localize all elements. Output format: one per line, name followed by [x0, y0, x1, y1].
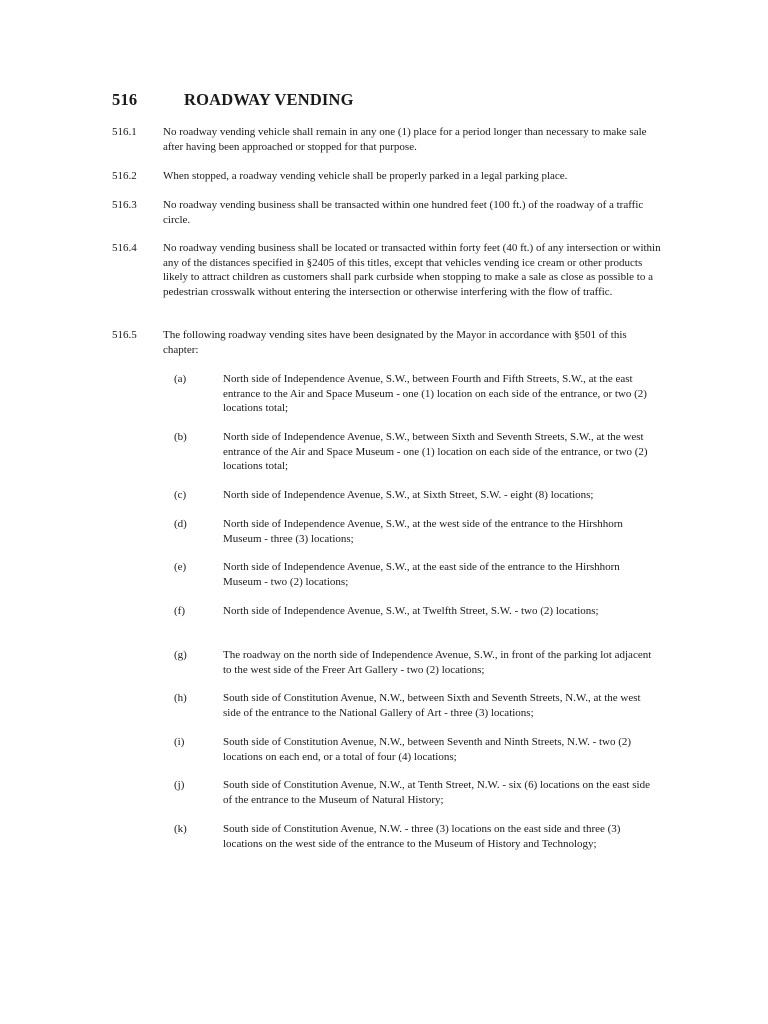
site-item-label: (b) — [174, 431, 187, 443]
site-item-text: North side of Independence Avenue, S.W., at the west side of the entrance to the Hirshhorn Museum - three (3) locations; — [223, 518, 623, 545]
subsection-number: 516.2 — [112, 170, 137, 182]
site-item-text: South side of Constitution Avenue, N.W., between Seventh and Ninth Streets, N.W. - two (2) locations on each end, or a total of four (4) locations; — [223, 736, 632, 763]
site-item-label: (a) — [174, 373, 187, 385]
subsection-text: No roadway vending business shall be transacted within one hundred feet (100 ft.) of the roadway of a traffic circle. — [163, 199, 644, 226]
site-item-label: (f) — [174, 605, 185, 617]
subsection-text: When stopped, a roadway vending vehicle shall be properly parked in a legal parking place. — [163, 170, 568, 182]
site-item-label: (j) — [174, 779, 185, 791]
site-item-text: South side of Constitution Avenue, N.W., between Sixth and Seventh Streets, N.W., at the west side of the entrance to the National Gallery of Art - three (3) locations; — [223, 692, 641, 719]
subsection-number: 516.1 — [112, 126, 137, 138]
subsection-text: No roadway vending business shall be located or transacted within forty feet (40 ft.) of any intersection or within any of the distances specified in §2405 of this titles, except that vehicles vending ice cream or other products likely to attract children as customers shall park curbside when stopping to make a sale as close as possible to a pedestrian crosswalk without entering the intersection or otherwise interfering with the flow of traffic. — [163, 242, 661, 298]
subsection-text: No roadway vending vehicle shall remain in any one (1) place for a period longer than necessary to make sale after having been approached or stopped for that purpose. — [163, 126, 647, 153]
site-item-text: North side of Independence Avenue, S.W., at Sixth Street, S.W. - eight (8) locations; — [223, 489, 594, 501]
subsection-number: 516.3 — [112, 199, 137, 211]
heading-title: ROADWAY VENDING — [184, 90, 354, 109]
subsection-number: 516.5 — [112, 329, 137, 341]
site-item-label: (k) — [174, 823, 187, 835]
site-item-label: (h) — [174, 692, 187, 704]
site-item-text: North side of Independence Avenue, S.W., at Twelfth Street, S.W. - two (2) locations; — [223, 605, 599, 617]
site-item-label: (c) — [174, 489, 187, 501]
site-item-label: (i) — [174, 736, 185, 748]
heading-number: 516 — [112, 90, 138, 109]
site-item-label: (d) — [174, 518, 187, 530]
site-item-text: South side of Constitution Avenue, N.W., at Tenth Street, N.W. - six (6) locations on the east side of the entrance to the Museum of Natural History; — [223, 779, 650, 806]
site-item-text: North side of Independence Avenue, S.W., between Fourth and Fifth Streets, S.W., at the east entrance to the Air and Space Museum - one (1) location on each side of the entrance, or two (2) locations total; — [223, 373, 647, 415]
site-item-text: The roadway on the north side of Independence Avenue, S.W., in front of the parking lot adjacent to the west side of the Freer Art Gallery - two (2) locations; — [223, 649, 652, 676]
subsection-text: The following roadway vending sites have been designated by the Mayor in accordance with §501 of this chapter: — [163, 329, 627, 356]
subsection-number: 516.4 — [112, 242, 137, 254]
site-item-label: (g) — [174, 649, 187, 661]
site-item-text: South side of Constitution Avenue, N.W. - three (3) locations on the east side and three (3) locations on the west side of the entrance to the Museum of History and Technology; — [223, 823, 621, 850]
site-item-text: North side of Independence Avenue, S.W., between Sixth and Seventh Streets, S.W., at the west entrance of the Air and Space Museum - one (1) location on each side of the entrance, or two (2) locations total; — [223, 431, 648, 473]
site-item-text: North side of Independence Avenue, S.W., at the east side of the entrance to the Hirshhorn Museum - two (2) locations; — [223, 561, 620, 588]
site-item-label: (e) — [174, 561, 187, 573]
